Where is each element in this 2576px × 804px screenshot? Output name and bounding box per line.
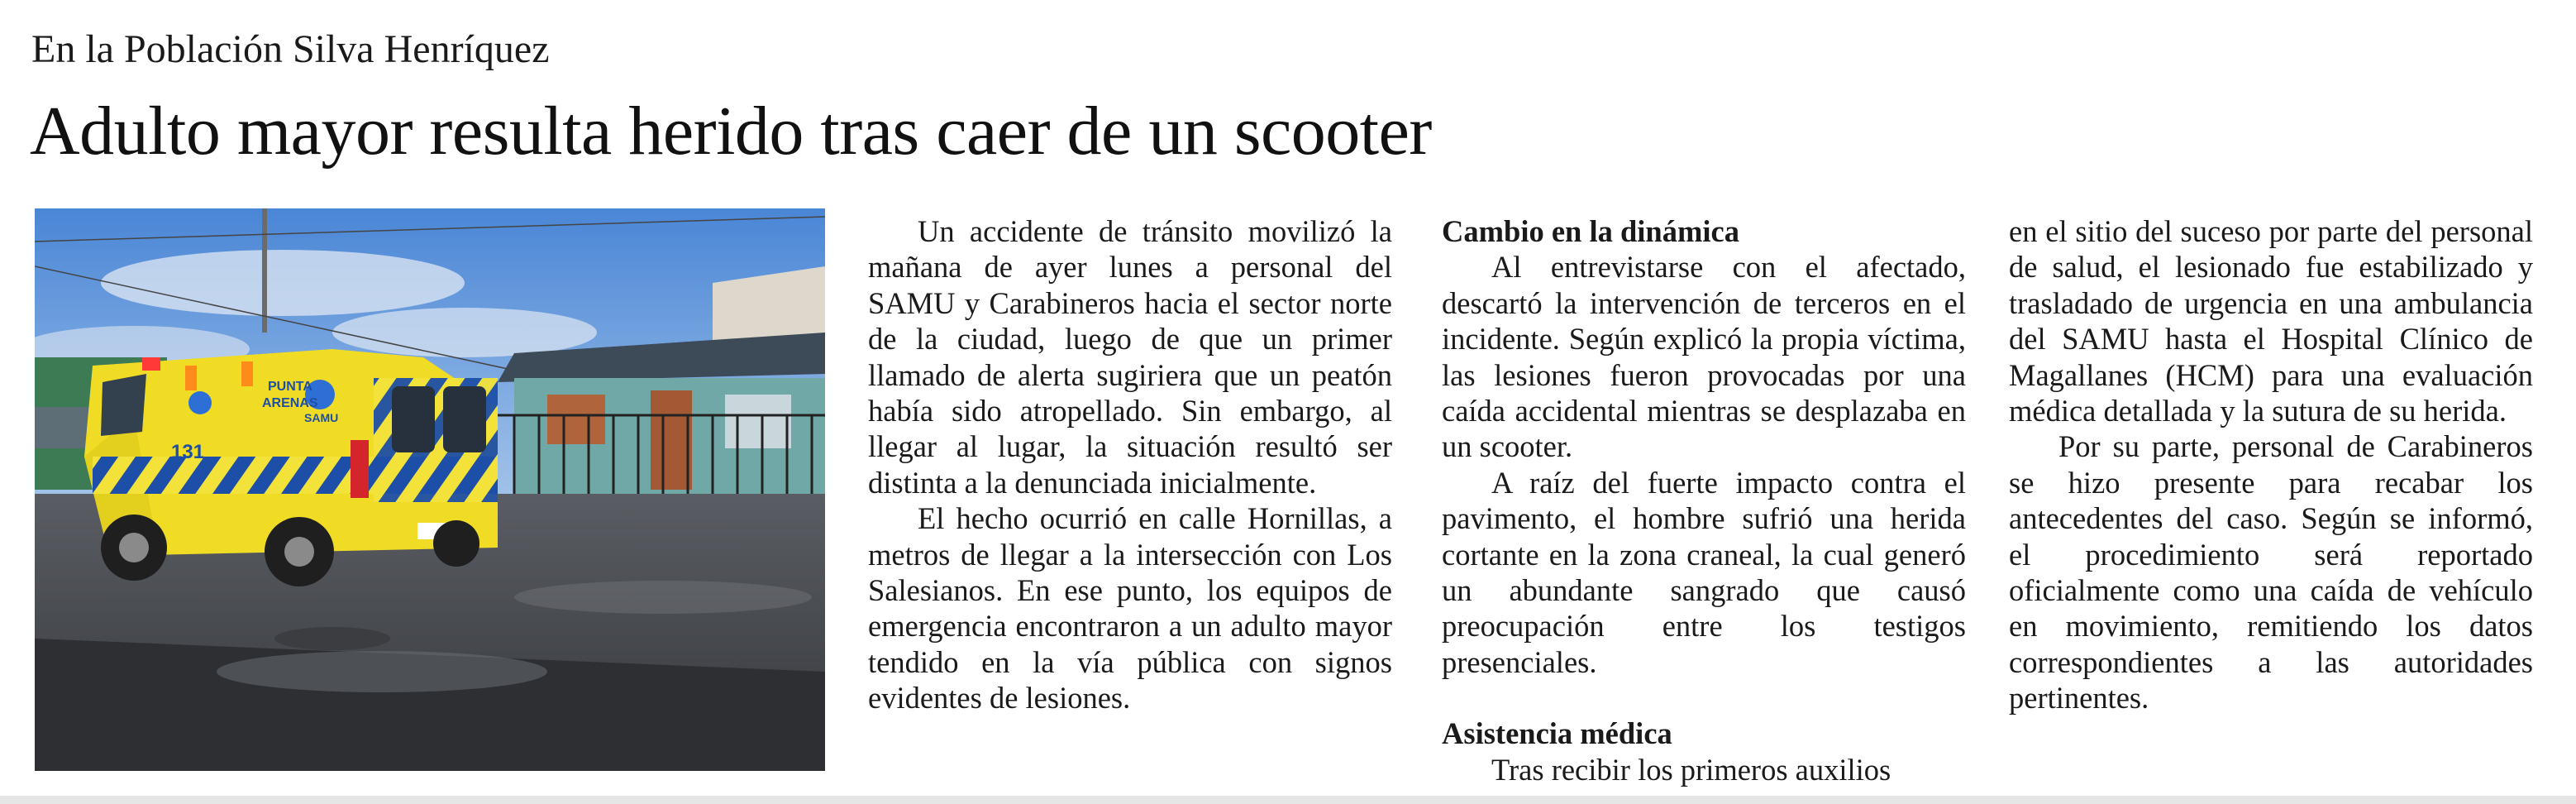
article-column-3 <box>2009 213 2533 716</box>
subheading-cambio: Cambio en la dinámica <box>1442 214 1739 248</box>
paragraph: Tras recibir los primeros auxilios <box>1491 752 1891 787</box>
article-column-2 <box>1442 213 1966 787</box>
paragraph: Por su parte, personal de Carabineros se hizo presente para recabar los antecedentes del caso. Según se informó, el procedimiento será reportado oficialmente como una caída de vehículo en movimiento, remitiendo los datos correspondientes a las autoridades pertinentes. <box>2009 429 2533 715</box>
ambulance-lettering-punta: PUNTA <box>268 380 312 394</box>
paragraph: El hecho ocurrió en calle Hornillas, a metros de llegar a la intersección con Los Salesianos. En ese punto, los equipos de emergencia encontraron a un adulto mayor tendido en la vía pública con signos evidentes de lesiones. <box>868 501 1392 715</box>
news-photo <box>35 208 825 771</box>
bottom-divider <box>0 796 2576 804</box>
paragraph: en el sitio del suceso por parte del personal de salud, el lesionado fue estabilizado y trasladado de urgencia en una ambulancia del SAMU hasta el Hospital Clínico de Magallanes (HCM) para una evaluación médica detallada y la sutura de su herida. <box>2009 214 2533 428</box>
ambulance-lettering-131: 131 <box>171 441 205 463</box>
article-column-1 <box>868 213 1392 716</box>
paragraph: A raíz del fuerte impacto contra el pavimento, el hombre sufrió una herida cortante en la zona craneal, la cual generó un abundante sangrado que causó preocupación entre los testigos presenciales. <box>1442 465 1966 679</box>
ambulance-lettering-arenas: ARENAS <box>262 396 318 410</box>
ambulance-lettering-samu: SAMU <box>304 411 339 424</box>
subheading-asistencia: Asistencia médica <box>1442 716 1672 751</box>
paragraph: Al entrevistarse con el afectado, descartó la intervención de terceros en el incidente. Según explicó la propia víctima, las lesiones fueron provocadas por una caída accidental mientras se desplazaba en un scooter. <box>1442 250 1966 464</box>
article-kicker: En la Población Silva Henríquez <box>31 27 550 71</box>
paragraph: Un accidente de tránsito movilizó la mañana de ayer lunes a personal del SAMU y Carabineros hacia el sector norte de la ciudad, luego de que un primer llamado de alerta sugiriera que un peatón había sido atropellado. Sin embargo, al llegar al lugar, la situación resultó ser distinta a la denunciada inicialmente. <box>868 214 1392 500</box>
article-headline: Adulto mayor resulta herido tras caer de un scooter <box>30 93 1432 170</box>
